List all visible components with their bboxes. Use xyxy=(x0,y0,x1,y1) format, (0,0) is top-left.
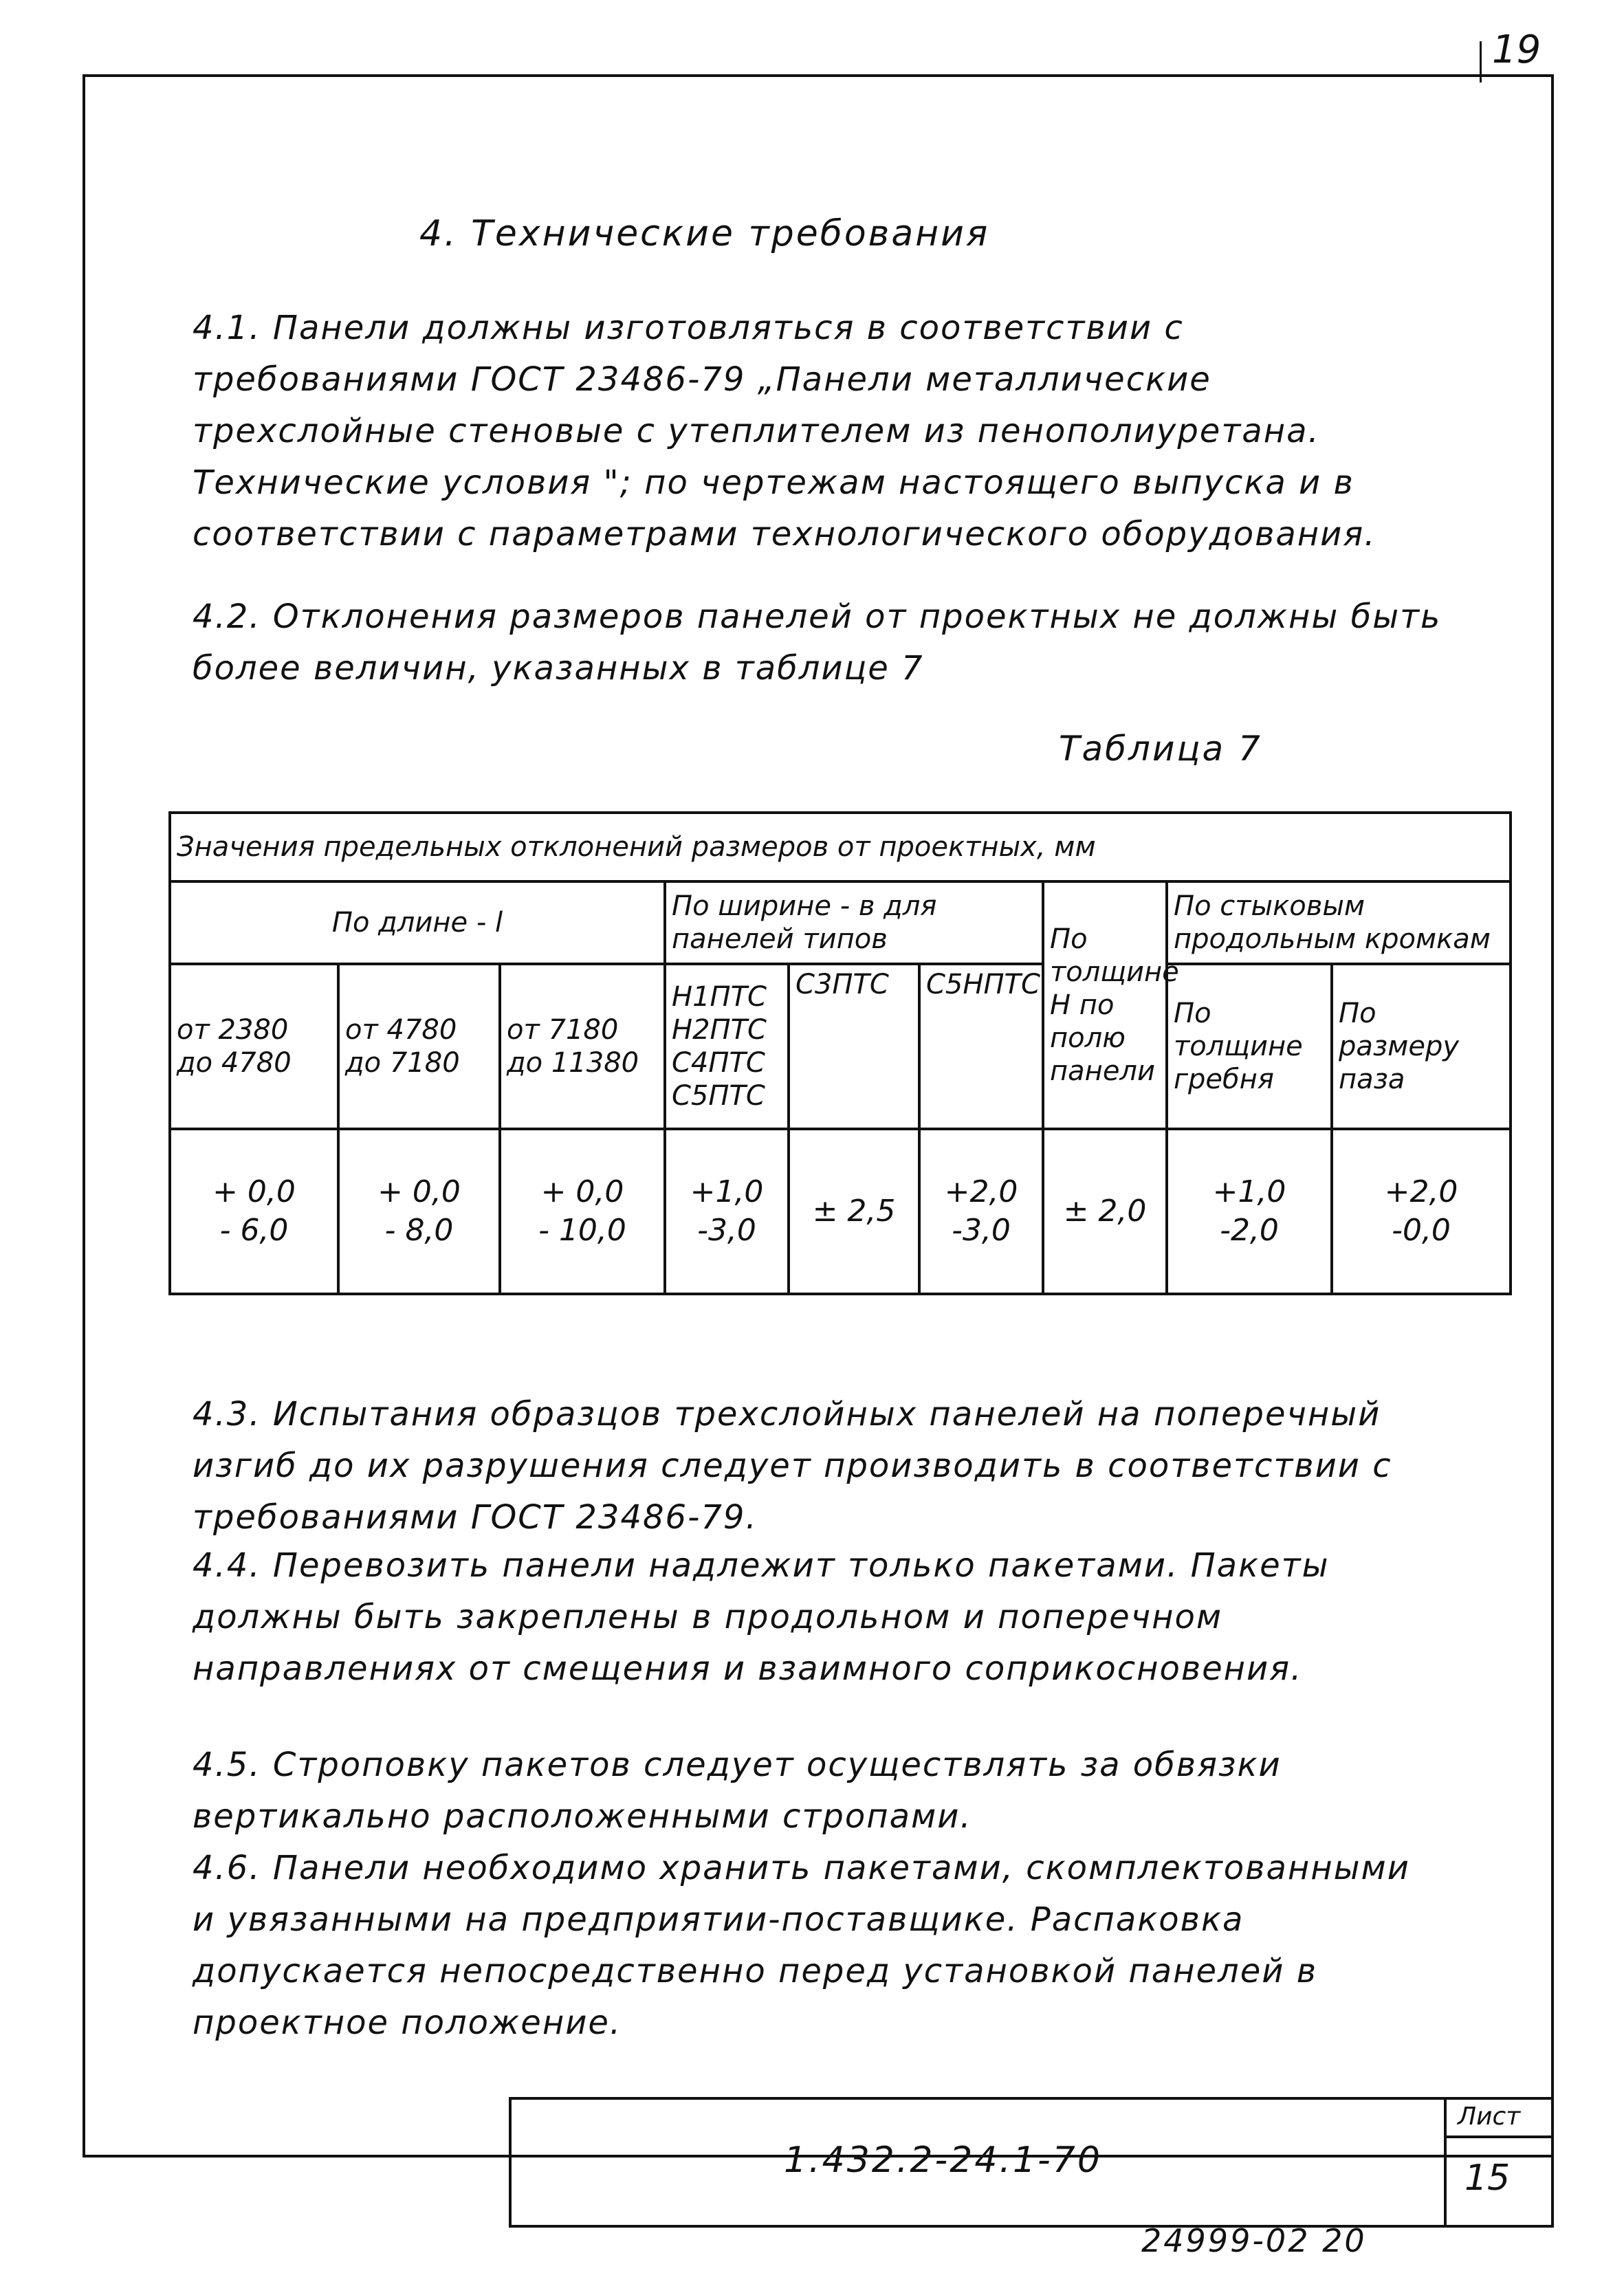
document-code: 1.432.2-24.1-70 xyxy=(784,2140,1102,2181)
value-cell: ± 2,5 xyxy=(789,1129,919,1294)
subheader-length-2: от 4780 до 7180 xyxy=(338,964,500,1129)
value-cell: ± 2,0 xyxy=(1043,1129,1167,1294)
value-cell: +1,0 -2,0 xyxy=(1167,1129,1332,1294)
page-number: 19 xyxy=(1492,28,1541,72)
sheet-label: Лист xyxy=(1458,2102,1521,2131)
subheader-width-2: С3ПТС xyxy=(789,964,919,1129)
subheader-length-3: от 7180 до 11380 xyxy=(500,964,665,1129)
footer-code: 24999-02 20 xyxy=(1141,2222,1367,2259)
table-title: Значения предельных отклонений размеров от проектных, мм xyxy=(170,813,1511,881)
paragraph-4-3: 4.3. Испытания образцов трехслойных панелей на поперечный изгиб до их разрушения следует производить в соответствии с требованиями ГОСТ 23486-79. xyxy=(193,1395,1392,1537)
section-heading: 4. Технические требования xyxy=(419,213,990,254)
subheader-edges-2: По размеру паза xyxy=(1332,964,1511,1129)
subheader-width-3: С5НПТС xyxy=(919,964,1043,1129)
paragraph-4-4: 4.4. Перевозить панели надлежит только пакетами. Пакеты должны быть закреплены в продольном и поперечном направлениях от смещения и взаимного соприкосновения. xyxy=(193,1546,1330,1688)
paragraph-4-6: 4.6. Панели необходимо хранить пакетами, скомплектованными и увязанными на предприятии-поставщике. Распаковка допускается непосредственно перед установкой панелей в проектное положение. xyxy=(193,1849,1410,2042)
subheader-length-1: от 2380 до 4780 xyxy=(170,964,338,1129)
header-thickness: По толщине Н по полю панели xyxy=(1043,881,1167,1129)
value-cell: +1,0 -3,0 xyxy=(665,1129,789,1294)
paragraph-4-2: 4.2. Отклонения размеров панелей от проектных не должны быть более величин, указанных в таблице 7 xyxy=(193,597,1442,688)
sheet-number: 15 xyxy=(1464,2157,1511,2199)
paragraph-4-1: 4.1. Панели должны изготовляться в соответствии с требованиями ГОСТ 23486-79 „Панели металлические трехслойные стеновые с утеплителем из пенополиуретана. Технические условия "; по чертежам настоящего выпуска и в соответствии с параметрами технологического оборудования. xyxy=(193,309,1376,553)
header-edges: По стыковым продольным кромкам xyxy=(1167,881,1511,964)
subheader-edges-1: По толщине гребня xyxy=(1167,964,1332,1129)
title-block xyxy=(509,2097,1554,2228)
tolerance-table xyxy=(168,811,1512,1295)
value-cell: + 0,0 - 10,0 xyxy=(500,1129,665,1294)
value-cell: + 0,0 - 6,0 xyxy=(170,1129,338,1294)
table-caption: Таблица 7 xyxy=(1059,729,1262,769)
paragraph-4-5: 4.5. Строповку пакетов следует осуществлять за обвязки вертикально расположенными стропами. xyxy=(193,1746,1282,1836)
value-cell: + 0,0 - 8,0 xyxy=(338,1129,500,1294)
header-width: По ширине - в для панелей типов xyxy=(665,881,1043,964)
header-length: По длине - l xyxy=(170,881,665,964)
subheader-width-1: Н1ПТС Н2ПТС С4ПТС С5ПТС xyxy=(665,964,789,1129)
value-cell: +2,0 -0,0 xyxy=(1332,1129,1511,1294)
value-cell: +2,0 -3,0 xyxy=(919,1129,1043,1294)
